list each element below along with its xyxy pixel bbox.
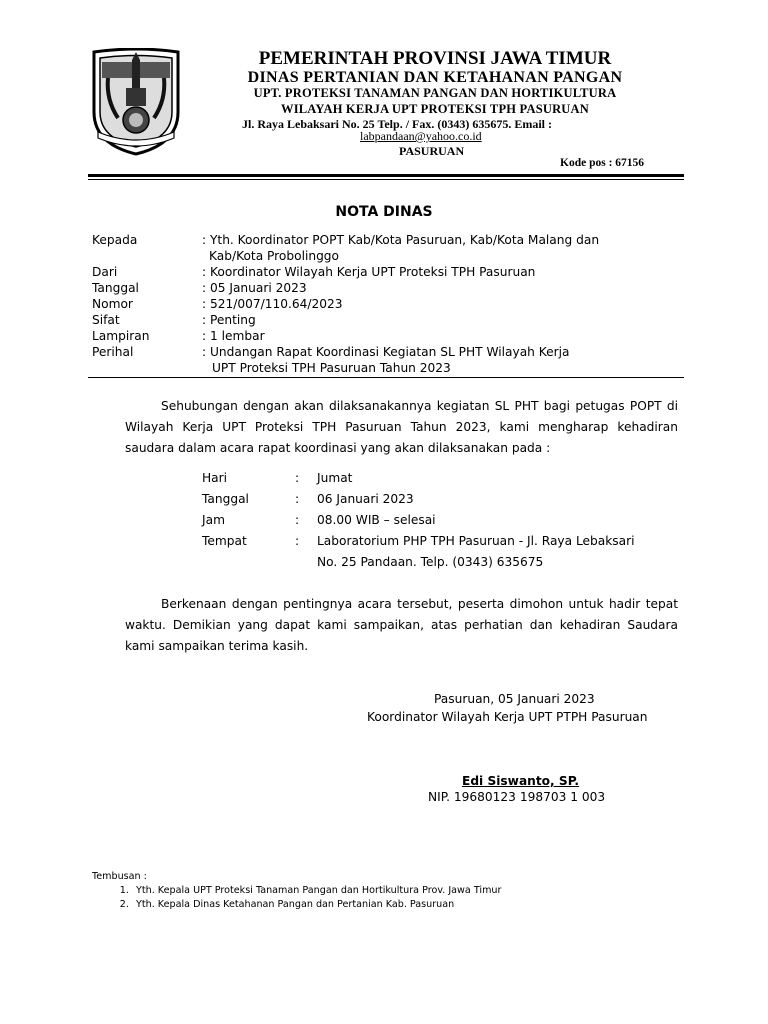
header-label: Perihal (92, 345, 134, 359)
east-java-coat-of-arms-icon (88, 48, 184, 156)
header-value: UPT Proteksi TPH Pasuruan Tahun 2023 (212, 361, 451, 375)
signature-nip: NIP. 19680123 198703 1 003 (428, 790, 606, 804)
detail-colon: : (295, 471, 300, 485)
detail-label: Jam (202, 513, 225, 527)
signature-place-date: Pasuruan, 05 Januari 2023 (434, 692, 595, 706)
header-value: : Yth. Koordinator POPT Kab/Kota Pasuruan, Kab/Kota Malang dan (202, 233, 600, 247)
signature-name: Edi Siswanto, SP. (462, 774, 580, 788)
header-value: : Koordinator Wilayah Kerja UPT Proteksi TPH Pasuruan (202, 265, 536, 279)
letterhead-city: PASURUAN (399, 144, 465, 158)
header-value: : Penting (202, 313, 256, 327)
letterhead-divider-thin (88, 179, 684, 180)
letterhead-line-3: UPT. PROTEKSI TANAMAN PANGAN DAN HORTIKULTURA (253, 86, 617, 100)
header-label: Nomor (92, 297, 133, 311)
header-label: Tanggal (92, 281, 139, 295)
letterhead-email-link[interactable]: labpandaan@yahoo.co.id (360, 129, 482, 143)
header-label: Dari (92, 265, 118, 279)
paragraph-text: Berkenaan dengan pentingnya acara tersebut, peserta dimohon untuk hadir tepat waktu. Demikian yang dapat kami sampaikan, atas perhatian dan kehadiran Saudara kami sampaikan terima kasih. (125, 597, 678, 653)
document-title: NOTA DINAS (335, 204, 433, 220)
tembusan-label: Tembusan : (92, 871, 147, 882)
letterhead-address: Jl. Raya Lebaksari No. 25 Telp. / Fax. (0343) 635675. Email : (242, 117, 553, 131)
header-label: Lampiran (92, 329, 150, 343)
list-item: 1. Yth. Kepala UPT Proteksi Tanaman Pangan dan Hortikultura Prov. Jawa Timur (132, 884, 501, 898)
paragraph-text: Sehubungan dengan akan dilaksanakannya kegiatan SL PHT bagi petugas POPT di Wilayah Kerja UPT Proteksi TPH Pasuruan Tahun 2023, kami mengharap kehadiran saudara dalam acara rapat koordinasi yang akan dilaksanakan pada : (125, 399, 678, 455)
header-value: : 521/007/110.64/2023 (202, 297, 343, 311)
detail-colon: : (295, 513, 300, 527)
tembusan-list (92, 884, 501, 912)
header-value: : 1 lembar (202, 329, 265, 343)
header-value: : Undangan Rapat Koordinasi Kegiatan SL PHT Wilayah Kerja (202, 345, 570, 359)
letterhead-line-2: DINAS PERTANIAN DAN KETAHANAN PANGAN (247, 69, 623, 86)
letterhead-divider (88, 174, 684, 177)
detail-value: 06 Januari 2023 (317, 492, 414, 506)
detail-value: No. 25 Pandaan. Telp. (0343) 635675 (317, 555, 544, 569)
list-item: 2. Yth. Kepala Dinas Ketahanan Pangan dan Pertanian Kab. Pasuruan (132, 898, 501, 912)
detail-value: Laboratorium PHP TPH Pasuruan - Jl. Raya Lebaksari (317, 534, 635, 548)
detail-colon: : (295, 534, 300, 548)
coat-of-arms-logo (88, 48, 184, 156)
detail-label: Hari (202, 471, 228, 485)
letterhead-line-4: WILAYAH KERJA UPT PROTEKSI TPH PASURUAN (281, 102, 589, 116)
signature-position: Koordinator Wilayah Kerja UPT PTPH Pasuruan (367, 710, 648, 724)
body-paragraph-1 (125, 396, 678, 459)
detail-label: Tempat (202, 534, 247, 548)
detail-value: 08.00 WIB – selesai (317, 513, 436, 527)
detail-label: Tanggal (202, 492, 249, 506)
header-value: Kab/Kota Probolinggo (209, 249, 340, 263)
tembusan-section (92, 870, 501, 912)
body-paragraph-2 (125, 594, 678, 657)
postal-code: Kode pos : 67156 (560, 157, 645, 169)
detail-colon: : (295, 492, 300, 506)
detail-value: Jumat (317, 471, 353, 485)
header-label: Sifat (92, 313, 120, 327)
header-label: Kepada (92, 233, 138, 247)
header-divider (88, 377, 684, 378)
header-value: : 05 Januari 2023 (202, 281, 307, 295)
letterhead-line-1: PEMERINTAH PROVINSI JAWA TIMUR (258, 48, 612, 69)
